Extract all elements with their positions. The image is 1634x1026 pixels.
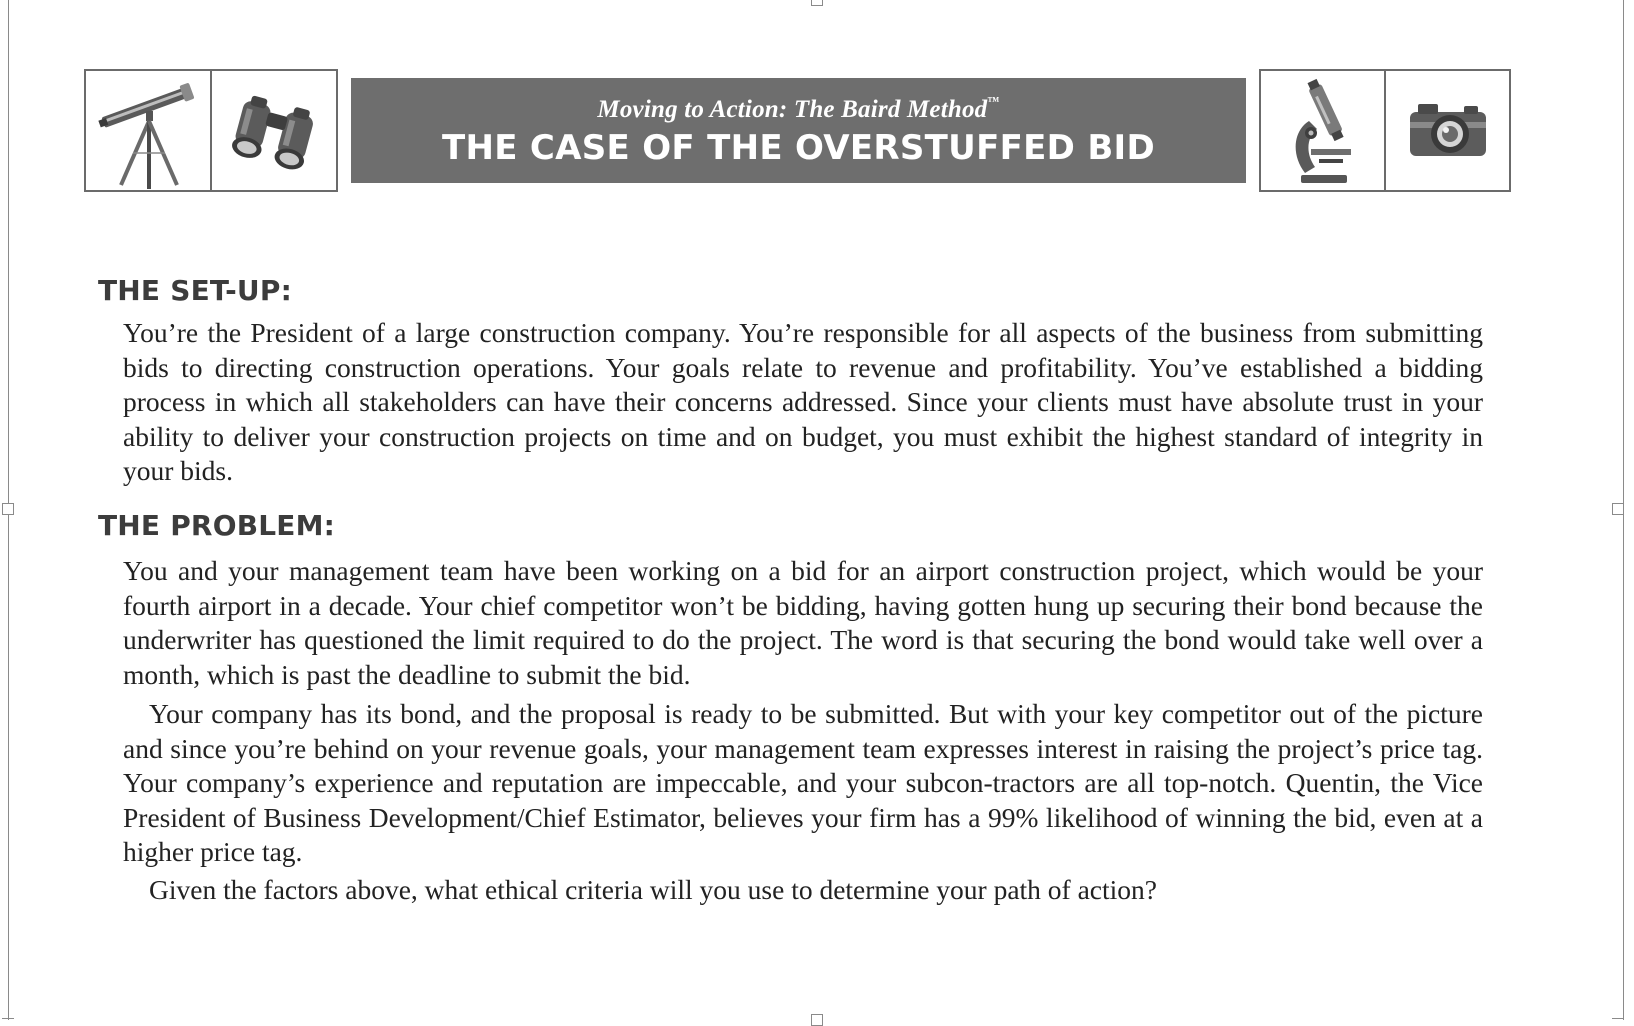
microscope-icon [1283, 75, 1363, 187]
problem-paragraph-2: Your company has its bond, and the proposal is ready to be submitted. But with your key competitor out of the picture and since you’re behind on your revenue goals, your management team expresses interest in raising the project’s price tag. Your company’s experience and reputation are impeccable, and your subcon-tractors are all top-notch. Quentin, the Vice President of Business Development/Chief Estimator, believes your firm has a 99% likelihood of winning the bid, even at a higher price tag. [123, 698, 1483, 867]
title-band [351, 78, 1246, 183]
problem-question: Given the factors above, what ethical criteria will you use to determine your path of action? [149, 874, 1157, 905]
problem-heading: THE PROBLEM: [98, 509, 336, 542]
case-title: THE CASE OF THE OVERSTUFFED BID [441, 127, 1156, 168]
left-icon-box [84, 69, 338, 192]
binoculars-icon [224, 86, 324, 176]
resize-handle-right[interactable] [1612, 503, 1624, 515]
resize-handle-bottom[interactable] [811, 1014, 823, 1026]
problem-paragraph-1: You and your management team have been working on a bid for an airport construction project, which would be your fourth airport in a decade. Your chief competitor won’t be bidding, having gotten hung up securing their bond because the underwriter has questioned the limit required to do the project. The word is that securing the bond would take well over a month, which is past the deadline to submit the bid. [123, 555, 1483, 690]
series-title: Moving to Action: The Baird Method™ [597, 93, 1000, 123]
resize-corner-bottom-right[interactable] [1612, 1012, 1624, 1019]
camera-icon [1406, 98, 1490, 164]
setup-paragraph: You’re the President of a large construction company. You’re responsible for all aspects of the business from submitting bids to directing construction operations. Your goals relate to revenue and profitability. You’ve established a bidding process in which all stakeholders can have their concerns addressed. Since your clients must have absolute trust in your ability to deliver your construction projects on time and on budget, you must exhibit the highest standard of integrity in your bids. [123, 317, 1483, 486]
trademark-mark: ™ [987, 93, 1000, 108]
microscope-cell [1261, 71, 1384, 190]
resize-handle-left[interactable] [2, 503, 14, 515]
right-icon-box [1259, 69, 1511, 192]
binoculars-cell [210, 71, 336, 190]
camera-cell [1384, 71, 1509, 190]
telescope-cell [86, 71, 210, 190]
setup-heading: THE SET-UP: [98, 274, 292, 307]
telescope-icon [93, 73, 203, 189]
resize-corner-bottom-left[interactable] [2, 1012, 14, 1019]
resize-handle-top[interactable] [811, 0, 823, 6]
